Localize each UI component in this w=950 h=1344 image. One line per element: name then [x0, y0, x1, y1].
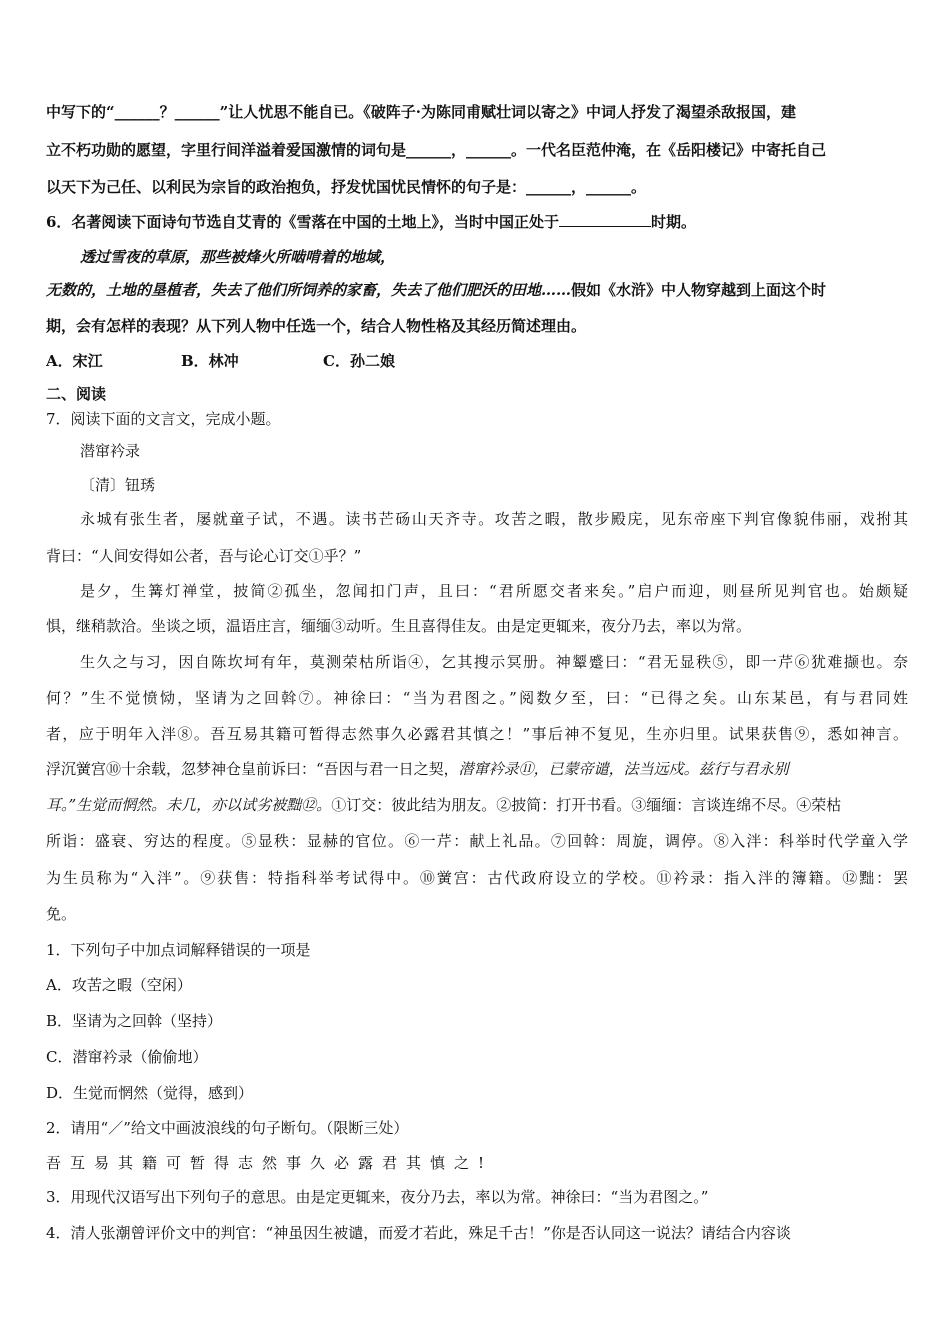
q6-poem-line-2 [46, 278, 908, 302]
passage-author: 〔清〕钮琇 [80, 476, 156, 494]
q6-option-b: B．林冲 [181, 352, 239, 370]
q6-intro [46, 210, 908, 234]
passage-p2-line-2: 惧，继稍款洽。坐谈之顷，温语庄言，缅缅③动听。生且喜得佳友。由是定更辄来，夜分乃去，率以为常。 [46, 617, 752, 635]
q6-poem-line-1: 透过雪夜的草原，那些被烽火所啮啃着的地域， [80, 248, 396, 266]
passage-p3-line-4 [46, 757, 908, 781]
q6-answer-blank[interactable] [559, 212, 651, 227]
footnotes-line-2: 所诣：盛衰、穷达的程度。⑤显秩：显赫的官位。⑥一芹：献上礼品。⑦回斡：周旋，调停。⑧入泮：科举时代学童入学 [46, 832, 908, 850]
q5-line-2: 立不朽功勋的愿望，字里行间洋溢着爱国激情的词句是______，______。一代名臣范仲淹，在《岳阳楼记》中寄托自己 [46, 141, 827, 159]
q6-option-c: C．孙二娘 [323, 352, 395, 370]
passage-p3-line-5 [46, 793, 908, 817]
passage-p3-line-2: 何？”生不觉愤恸，坚请为之回斡⑦。神徐曰：“当为君图之。”阅数夕至，曰：“已得之矣。山东某邑，有与君同姓 [46, 689, 908, 707]
q7-intro: 7．阅读下面的文言文，完成小题。 [46, 410, 281, 428]
subq2-question: 2．请用“／”给文中画波浪线的句子断句。（限断三处） [46, 1119, 409, 1137]
passage-title: 潜窜衿录 [80, 442, 141, 460]
q5-line-3: 以天下为己任、以利民为宗旨的政治抱负，抒发忧国忧民情怀的句子是：______，______。 [46, 178, 647, 196]
q6-option-a: A．宋江 [46, 352, 103, 370]
passage-p3-line-1: 生久之与习，因自陈坎坷有年，莫测荣枯所诣④，乞其搜示冥册。神颦蹙曰：“君无显秩⑤，即一芹⑥犹难撷也。奈 [80, 653, 908, 671]
q6-intro-tail: 时期。 [650, 213, 696, 231]
passage-quote-italic: 潜窜衿录⑪，已蒙帝谴，法当远戍。兹行与君永别 [458, 760, 789, 778]
q6-poem-line-2-text: 无数的，土地的垦植者，失去了他们所饲养的家畜，失去了他们肥沃的田地…… [46, 281, 572, 299]
passage-p1-line-1: 永城有张生者，屡就童子试，不遇。读书芒砀山天齐寺。攻苦之暇，散步殿庑，见东帝座下判官像貌伟丽，戏拊其 [80, 510, 908, 528]
subq2-sentence: 吾互易其籍可暂得志然事久必露君其慎之! [46, 1154, 494, 1172]
footnotes-line-3: 为生员称为“入泮”。⑨获售：特指科举考试得中。⑩黉宫：古代政府设立的学校。⑪衿录：指入泮的簿籍。⑫黜：罢 [46, 869, 908, 887]
passage-p1-line-2: 背曰：“人间安得如公者，吾与论心订交①乎？” [46, 547, 362, 565]
q5-line-1: 中写下的“______？______”让人忧思不能自已。《破阵子·为陈同甫赋壮词以寄之》中词人抒发了渴望杀敌报国，建 [46, 103, 796, 121]
passage-p3-line-4-text: 浮沉黉宫⑩十余载，忽梦神仓皇前诉曰：“吾因与君一日之契， [46, 760, 459, 778]
passage-p3-line-3: 者，应于明年入泮⑧。吾互易其籍可暂得志然事久必露君其慎之！”事后神不复见，生亦归里。试果获售⑨，悉如神言。 [46, 725, 908, 743]
section-title-reading: 二、阅读 [46, 385, 107, 403]
q6-question-text: 假如《水浒》中人物穿越到上面这个时 [571, 281, 827, 299]
subq1-option-a: A．攻苦之暇（空闲） [46, 976, 192, 994]
subq1-question: 1．下列句子中加点词解释错误的一项是 [46, 941, 311, 959]
passage-p2-line-1: 是夕，生篝灯禅堂，披简②孤坐，忽闻扣门声，且曰：“君所愿交者来矣。”启户而迎，则昼所见判官也。始颇疑 [80, 582, 908, 600]
subq4-question: 4．清人张潮曾评价文中的判官：“神虽因生被谴，而爱才若此，殊足千古！”你是否认同这一说法？请结合内容谈 [46, 1224, 791, 1242]
footnotes-line-4: 免。 [46, 905, 77, 923]
q6-question-line: 期，会有怎样的表现？从下列人物中任选一个，结合人物性格及其经历简述理由。 [46, 317, 587, 335]
subq1-option-d: D．生觉而惘然（觉得，感到） [46, 1084, 254, 1102]
subq3-question: 3．用现代汉语写出下列句子的意思。由是定更辄来，夜分乃去，率以为常。神徐曰：“当为君图之。” [46, 1188, 709, 1206]
passage-ending: 生觉而惘然。未几，亦以试劣被黜⑫。 [76, 796, 332, 814]
footnotes-start: ①订交：彼此结为朋友。②披简：打开书看。③缅缅：言谈连绵不尽。④荣枯 [331, 796, 842, 814]
subq1-option-b: B．坚请为之回斡（坚持） [46, 1012, 223, 1030]
passage-quote-end: 耳。” [46, 796, 77, 814]
q6-options [46, 349, 908, 373]
subq1-option-c: C．潜窜衿录（偷偷地） [46, 1048, 208, 1066]
q6-intro-text: 6．名著阅读下面诗句节选自艾青的《雪落在中国的土地上》，当时中国正处于 [46, 213, 559, 231]
